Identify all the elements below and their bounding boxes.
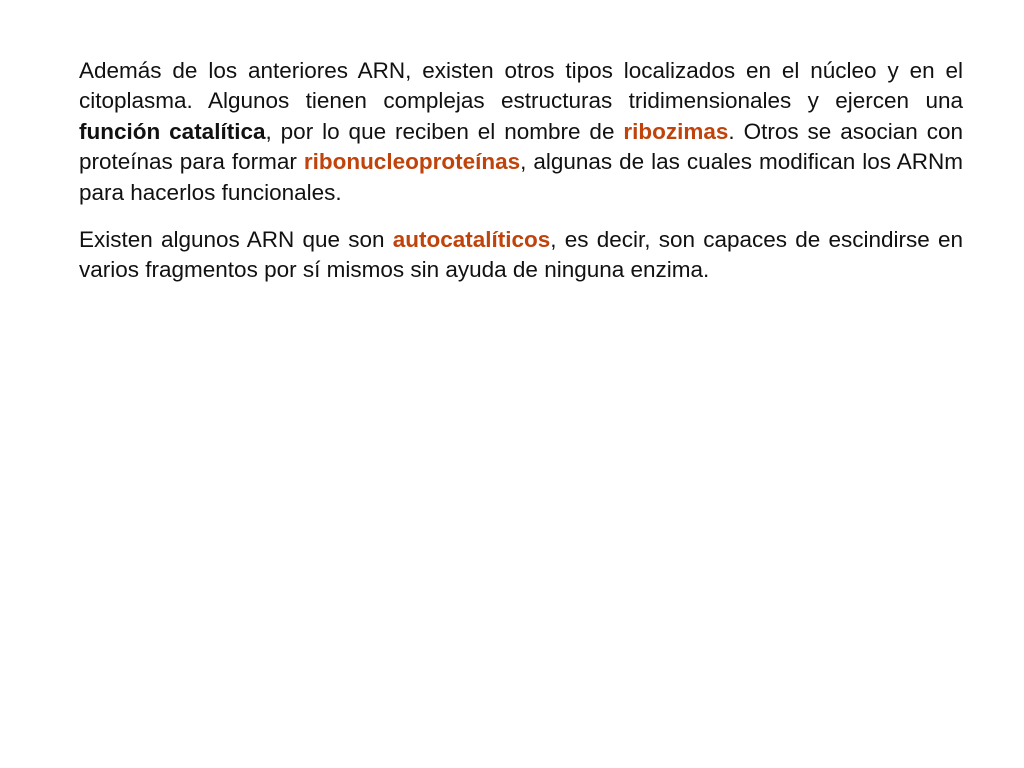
term-ribonucleoproteins: ribonucleoproteínas — [303, 149, 521, 175]
term-catalytic-function: función catalítica — [79, 118, 266, 144]
slide-text-block — [79, 56, 963, 286]
term-ribozymes: ribozimas — [623, 118, 729, 144]
paragraph-text: . Otros se asocian con proteínas para formar — [79, 118, 964, 175]
paragraph-text: , algunas de las cuales modifican los ARNm para hacerlos funcionales. — [79, 149, 964, 205]
paragraph-text: Existen algunos ARN que son — [79, 227, 393, 253]
paragraph-text: Además de los anteriores ARN, existen otros tipos localizados en el núcleo y en el citoplasma. Algunos tienen complejas estructuras tridimensionales y ejercen una — [79, 58, 963, 114]
term-autocatalytic: autocatalíticos — [392, 227, 551, 253]
paragraph-rna-types — [79, 56, 963, 208]
paragraph-autocatalytic — [79, 225, 963, 286]
paragraph-text: , por lo que reciben el nombre de — [265, 118, 624, 144]
paragraph-text: , es decir, son capaces de escindirse en varios fragmentos por sí mismos sin ayuda de ninguna enzima. — [79, 227, 964, 283]
